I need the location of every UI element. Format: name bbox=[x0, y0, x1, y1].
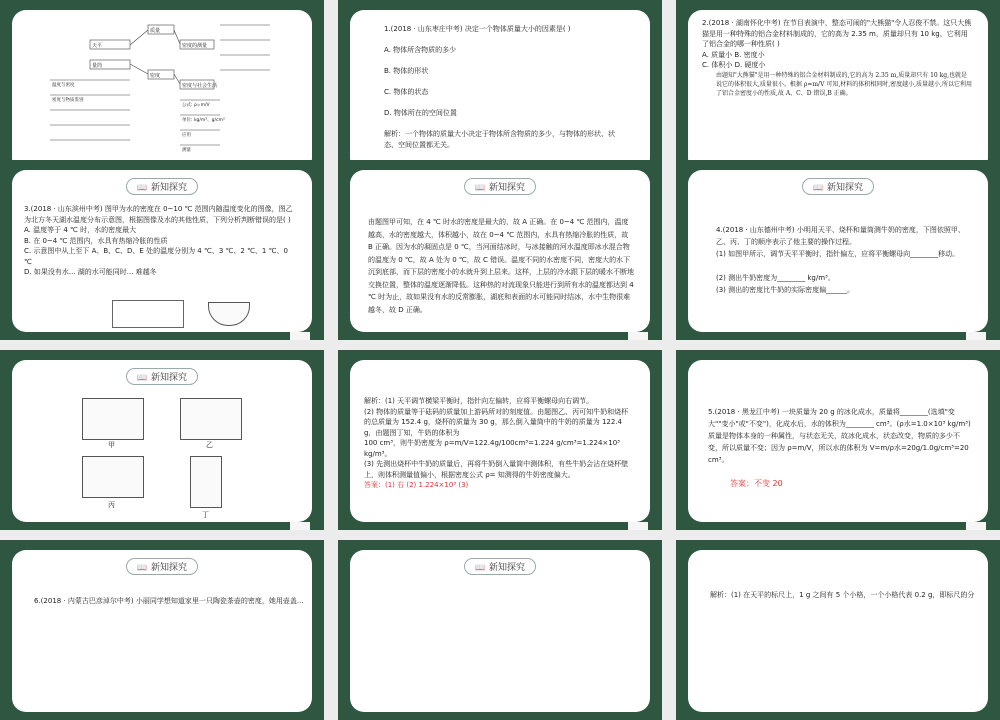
figure-label: 丁 bbox=[202, 511, 209, 519]
slide-card bbox=[12, 360, 312, 522]
figure-label: 丙 bbox=[108, 501, 115, 509]
question-text: 6.(2018 · 内蒙古巴彦淖尔中考) 小丽同学想知道家里一只陶瓷茶壶的密度，她用壶盖... bbox=[34, 597, 304, 605]
question-text: 2.(2018 · 湖南怀化中考) 在节目表演中，整态可闹的"大熊猫"令人忍俊不禁。这只大熊猫是用一种特殊的铝合金材料制成的，它的高为 2.35 m，质量却只有 10 kg，它利用了铝合金的哪一种性质( ) A. 质量小 B. 密度小 C. 体积小 D. 硬度小 由题知"大熊猫"是用一种特殊的铝合金材料制成的,它的高为 2.35 m,质量却只有 10 kg,也就是说它的体积很大,质量很小。根据 ρ=m/V 可知,材料的体积相同时,密度越小,质量越小,所以它利用了铝合金密度小的性质,故 A、C、D 错误,B 正确。 bbox=[702, 19, 972, 97]
svg-text:公式: ρ=m/V: 公式: ρ=m/V bbox=[182, 103, 210, 108]
slide-5[interactable] bbox=[338, 160, 662, 340]
svg-text:单位: kg/m³、g/cm³: 单位: kg/m³、g/cm³ bbox=[182, 118, 225, 123]
question-text: 4.(2018 · 山东德州中考) 小明用天平、烧杯和量筒测牛奶的密度，下图依照甲、乙、丙、丁的顺序表示了他主要的操作过程。 (1) 如图甲所示，调节天平平衡时，指针偏左，应将平衡螺母向________移动。 (2) 测出牛奶密度为________ kg/m³。 (3) 测出的密度比牛奶的实际密度偏______。 bbox=[716, 226, 965, 294]
question-text: 1.(2018 · 山东枣庄中考) 决定一个物体质量大小的因素是( ) A. 物体所含物质的多少 B. 物体的形状 C. 物体的状态 D. 物体所在的空间位置 解析：一个物体的质量大小决定于物体所含物质的多少，与物体的形状、状态、空间位置都无关。 bbox=[384, 24, 624, 150]
book-icon: 📖 bbox=[475, 563, 485, 572]
book-icon: 📖 bbox=[813, 183, 823, 192]
slide-10[interactable] bbox=[0, 540, 324, 720]
mind-map bbox=[30, 20, 320, 170]
book-icon: 📖 bbox=[137, 373, 147, 382]
cylinder-image-ding bbox=[190, 456, 222, 508]
slide-card bbox=[12, 170, 312, 332]
svg-text:测量: 测量 bbox=[182, 148, 191, 153]
svg-text:质量: 质量 bbox=[150, 28, 161, 34]
section-header: 📖 新知探究 bbox=[126, 368, 198, 385]
analysis-text: 由题图甲可知，在 4 ℃ 时水的密度是最大的，故 A 正确。在 0~4 ℃ 范围内，温度越高，水的密度越大，体积越小，故在 0~4 ℃ 范围内，水具有热缩冷胀的性质，故 B 正确。因为水的凝固点是 0 ℃，当河面结冰时，与冰接触的河水温度即冰水混合物的温度为 0 ℃，故 A 处为 0 ℃，故 C 错误。温度不同的水密度不同，密度大的水下沉到底部，而下层的密度小的水就升到上层来。这样，上层的冷水跟下层的暖水不断地交换位置，整体的温度逐渐降低。这种热的对流现象只能进行到所有水的温度都达到 4 ℃ 时为止，故如果没有水的反常膨胀，湖底和表面的水可能同时结冰，水中生物很难越冬，故 D 正确。 bbox=[368, 218, 634, 314]
svg-text:密度的测量: 密度的测量 bbox=[182, 43, 208, 49]
slide-3[interactable] bbox=[676, 0, 1000, 180]
book-icon: 📖 bbox=[137, 563, 147, 572]
analysis-text: 解析：一个物体的质量大小决定于物体所含物质的多少，与物体的形状、状态、空间位置都无关。 bbox=[384, 130, 615, 149]
svg-text:天平: 天平 bbox=[92, 43, 103, 49]
answer-text: 答案：不变 20 bbox=[730, 479, 783, 488]
analysis-text: 解析：(1) 在天平的标尺上，1 g 之间有 5 个小格，一个小格代表 0.2 g，即标尺的分 bbox=[710, 591, 975, 599]
slide-2[interactable] bbox=[338, 0, 662, 180]
book-icon: 📖 bbox=[475, 183, 485, 192]
slide-card bbox=[350, 10, 650, 172]
slide-11[interactable] bbox=[338, 540, 662, 720]
balance-image-bing bbox=[82, 456, 144, 498]
section-header: 📖 新知探究 bbox=[126, 558, 198, 575]
slide-card bbox=[688, 360, 988, 522]
slide-card bbox=[12, 10, 312, 172]
section-header: 📖 新知探究 bbox=[464, 558, 536, 575]
slide-card bbox=[12, 550, 312, 712]
svg-text:密度与物质鉴别: 密度与物质鉴别 bbox=[52, 98, 84, 103]
section-header: 📖 新知探究 bbox=[464, 178, 536, 195]
section-header: 📖 新知探究 bbox=[802, 178, 874, 195]
svg-text:密度与社会生活: 密度与社会生活 bbox=[182, 83, 218, 89]
slide-7[interactable] bbox=[0, 350, 324, 530]
svg-text:密度: 密度 bbox=[150, 73, 161, 79]
slide-6[interactable] bbox=[676, 160, 1000, 340]
lake-diagram bbox=[208, 302, 250, 326]
slide-12[interactable] bbox=[676, 540, 1000, 720]
balance-image-yi bbox=[180, 398, 242, 440]
density-graph bbox=[112, 300, 184, 328]
question-text: 5.(2018 · 黑龙江中考) 一块质量为 20 g 的冰化成水，质量将________(选填"变大""变小"或"不变")，化成水后，水的体积为________ cm³。(ρ水=1.0×10³ kg/m³) 质量是物体本身的一种属性，与状态无关，故冰化成水，状态改变，物质的多少不变，所以质量不变；因为 ρ=m/V，所以水的体积为 V=m/ρ水=20g/1.0g/cm³=20 cm³。 答案：不变 20 bbox=[708, 408, 971, 488]
section-header: 📖 新知探究 bbox=[126, 178, 198, 195]
slide-card bbox=[350, 360, 650, 522]
analysis-text: 解析：(1) 天平调节横梁平衡时，指针向左偏转，应将平衡螺母向右调节。 (2) 物体的质量等于砝码的质量加上游码所对的刻度值。由题图乙、丙可知牛奶和烧杯的总质量为 152.4 g，烧杯的质量为 30 g，那么倒入量筒中的牛奶的质量为 122.4 g，由题图丁知，牛奶的体积为 100 cm³，则牛奶密度为 ρ=m/V=122.4g/100cm³=1.224 g/cm³=1.224×10³ kg/m³。 (3) 先测出烧杯中牛奶的质量后，再将牛奶倒入量筒中测体积，有些牛奶会沾在烧杯壁上，则体积测量值偏小，根据密度公式 ρ= 知测得的牛奶密度偏大。 答案：(1) 右 (2) 1.224×10³ (3) bbox=[364, 396, 634, 491]
slide-card bbox=[350, 170, 650, 332]
answer-text: 答案：(1) 右 (2) 1.224×10³ (3) bbox=[364, 481, 469, 489]
slide-card bbox=[688, 170, 988, 332]
book-icon: 📖 bbox=[137, 183, 147, 192]
slide-9[interactable] bbox=[676, 350, 1000, 530]
slide-1[interactable] bbox=[0, 0, 324, 180]
slide-card bbox=[688, 550, 988, 712]
slide-card bbox=[350, 550, 650, 712]
slide-card bbox=[688, 10, 988, 172]
svg-text:应用: 应用 bbox=[182, 133, 191, 138]
slide-8[interactable] bbox=[338, 350, 662, 530]
svg-text:温度与密度: 温度与密度 bbox=[52, 83, 75, 88]
balance-image-jia bbox=[82, 398, 144, 440]
slide-4[interactable] bbox=[0, 160, 324, 340]
figure-label: 乙 bbox=[206, 441, 213, 449]
figure-label: 甲 bbox=[108, 441, 115, 449]
question-text: 3.(2018 · 山东滨州中考) 图甲为水的密度在 0~10 ℃ 范围内随温度变化的图像，图乙为北方冬天湖水温度分布示意图，根据图像及水的其他性质，下列分析判断错误的是( ) A. 温度等于 4 ℃ 时，水的密度最大 B. 在 0~4 ℃ 范围内，水具有热缩冷胀的性质 C. 示意图中从上至下 A、B、C、D、E 处的温度分别为 4 ℃、3 ℃、2 ℃、1 ℃、0 ℃ D. 如果没有水... 湖的水可能同时... 难越冬 bbox=[24, 205, 293, 276]
svg-text:量筒: 量筒 bbox=[92, 63, 103, 69]
